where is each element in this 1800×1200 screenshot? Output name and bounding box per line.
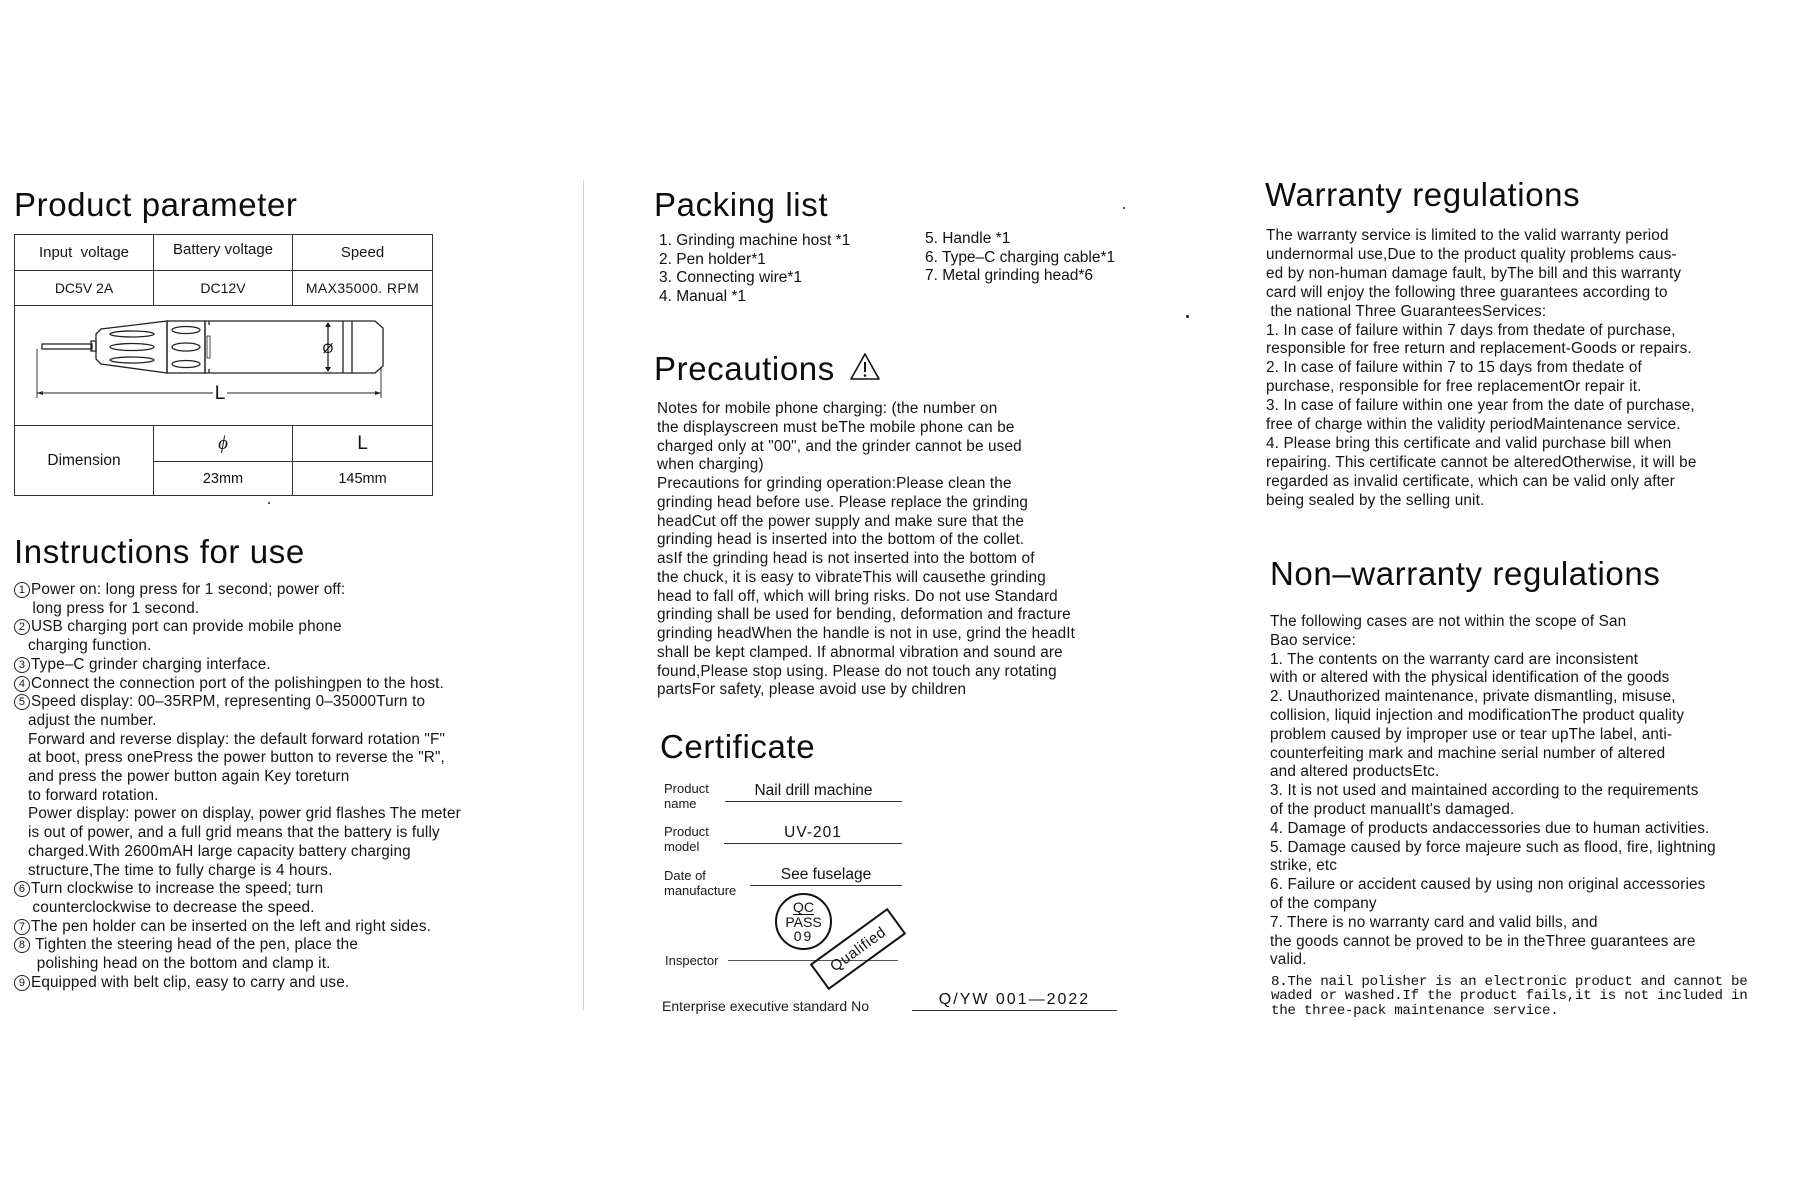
qc-stamp-top: QC	[793, 899, 814, 915]
instruction-text: Speed display: 00–35RPM, representing 0–35000Turn to	[31, 693, 426, 711]
non-warranty-title: Non–warranty regulations	[1270, 555, 1661, 592]
instruction-item	[14, 936, 461, 973]
scan-speck	[1186, 315, 1189, 318]
dimension-header-length: L	[293, 426, 432, 462]
step-number-icon: 6	[14, 881, 30, 897]
date-of-manufacture-value: See fuselage	[750, 866, 902, 886]
scan-speck	[1123, 207, 1125, 209]
instructions-list	[14, 581, 461, 992]
panel-divider-left	[583, 180, 584, 1010]
instruction-line: charging function.	[28, 637, 152, 655]
instruction-item	[14, 675, 461, 694]
instruction-item	[14, 581, 461, 618]
precautions-title-text: Precautions	[654, 350, 835, 387]
packing-list-right-column	[925, 230, 1115, 286]
instruction-line	[14, 675, 461, 694]
instruction-line: to forward rotation.	[28, 786, 159, 804]
param-header-row	[15, 235, 432, 271]
step-number-icon: 3	[14, 657, 30, 673]
packing-list-item: 3. Connecting wire*1	[659, 269, 803, 287]
instruction-item	[14, 974, 461, 993]
instruction-line: counterclockwise to decrease the speed.	[28, 898, 315, 916]
instruction-item	[14, 918, 461, 937]
instruction-line: charged.With 2600mAH large capacity battery charging	[28, 842, 411, 860]
instruction-line: is out of power, and a full grid means that the battery is fully	[28, 824, 440, 842]
instruction-item	[14, 693, 461, 880]
nail-drill-diagram-icon	[15, 306, 432, 426]
packing-list-item: 7. Metal grinding head*6	[925, 267, 1094, 285]
instruction-text: USB charging port can provide mobile phone	[31, 618, 342, 636]
param-value-battery-voltage: DC12V	[154, 271, 293, 305]
drill-diagram	[15, 306, 432, 426]
certificate-title: Certificate	[660, 728, 816, 765]
non-warranty-text: The following cases are not within the scope of San Bao service: 1. The contents on the warranty card are inconsistent with or altered with the physical identification of the goods 2. Unauthorized maintenance, private dismantling, misuse, collision, liquid injection and modificationThe product quality problem caused by improper use or tear upThe label, anti- counterfeiting mark and machine serial number of altered and altered productsEtc. 3. It is not used and maintained according to the requirements of the product manualIt's damaged. 4. Damage of products andaccessories due to human activities. 5. Damage caused by force majeure such as flood, fire, lightning strike, etc 6. Failure or accident caused by using non original accessories of the company 7. There is no warranty card and valid bills, and the goods cannot be proved to be in theThree guarantees are valid.	[1270, 613, 1716, 969]
instruction-line: Forward and reverse display: the default forward rotation "F"	[28, 730, 446, 748]
step-number-icon: 7	[14, 919, 30, 935]
instruction-line	[14, 581, 461, 600]
standard-label: Enterprise executive standard No	[662, 998, 869, 1014]
step-number-icon: 1	[14, 582, 30, 598]
drill-body	[205, 321, 383, 373]
packing-list-item: 1. Grinding machine host *1	[659, 232, 851, 249]
step-number-icon: 4	[14, 676, 30, 692]
packing-list-item: 4. Manual *1	[659, 287, 747, 305]
precautions-text: Notes for mobile phone charging: (the number on the displayscreen must beThe mobile phone can be charged only at "00", and the grinder cannot be used when charging) Precautions for grinding operation:Please clean the grinding head before use. Please replace the grinding headCut off the power supply and make sure that the grinding head is inserted into the bottom of the collet. asIf the grinding head is not inserted into the bottom of the chuck, it is easy to vibrateThis will causethe grinding head to fall off, which will bring risks. Do not use Standard grinding shall be used for bending, deformation and fracture grinding headWhen the handle is not in use, grind the headIt shall be kept clamped. If abnormal vibration and sound are found,Please stop using. Please do not touch any rotating partsFor safety, please avoid use by children	[657, 400, 1076, 699]
product-name-value: Nail drill machine	[725, 782, 902, 802]
param-value-speed: MAX35000. RPM	[305, 280, 420, 296]
drill-nose	[96, 321, 167, 373]
instruction-line: and press the power button again Key toreturn	[28, 768, 350, 786]
instructions-title: Instructions for use	[14, 533, 305, 570]
instruction-item	[14, 656, 461, 675]
param-header-battery-voltage: Battery voltage	[154, 235, 293, 270]
qc-stamp-bottom: 09	[793, 928, 814, 944]
param-header-speed: Speed	[340, 244, 385, 261]
warranty-title: Warranty regulations	[1265, 176, 1581, 213]
warning-triangle-icon	[849, 352, 881, 382]
instruction-item	[14, 618, 461, 655]
dimension-value-length: 145mm	[338, 470, 387, 487]
packing-list-left-column	[659, 232, 850, 306]
precautions-title	[654, 350, 881, 388]
param-value-row	[15, 271, 432, 306]
instruction-line	[14, 656, 461, 675]
product-parameter-title: Product parameter	[14, 186, 298, 223]
product-model-label: Product model	[664, 824, 709, 854]
inspector-label: Inspector	[665, 953, 719, 968]
instruction-line	[14, 618, 461, 637]
step-number-icon: 2	[14, 619, 30, 635]
instruction-line: adjust the number.	[28, 711, 157, 729]
instruction-line	[14, 936, 461, 955]
instruction-line	[14, 880, 461, 899]
instruction-line	[14, 974, 461, 993]
step-number-icon: 9	[14, 975, 30, 991]
instruction-line: at boot, press onePress the power button to reverse the "R",	[28, 749, 445, 767]
drill-shaft	[42, 344, 92, 349]
packing-list-item: 2. Pen holder*1	[659, 250, 766, 268]
instruction-text: Turn clockwise to increase the speed; turn	[31, 880, 324, 898]
packing-list-item: 5. Handle *1	[925, 230, 1011, 247]
param-header-input-voltage: Input voltage	[15, 235, 154, 270]
packing-list-title: Packing list	[654, 186, 829, 223]
length-symbol: L	[214, 383, 226, 404]
instruction-line: polishing head on the bottom and clamp it.	[28, 955, 331, 973]
dimension-value-diameter: 23mm	[154, 462, 293, 495]
warranty-text: The warranty service is limited to the valid warranty period undernormal use,Due to the product quality problems caus- ed by non-human damage fault, byThe bill and this warranty card will enjoy the following three guarantees according to the national Three GuaranteesServices: 1. In case of failure within 7 days from thedate of purchase, responsible for free return and replacement-Goods or repairs. 2. In case of failure within 7 to 15 days from thedate of purchase, responsible for free replacementOr repair it. 3. In case of failure within one year from the date of purchase, free of charge within the validity periodMaintenance service. 4. Please bring this certificate and valid purchase bill when repairing. This certificate cannot be alteredOtherwise, it will be regarded as invalid certificate, which can be valid only after being sealed by the selling unit.	[1266, 227, 1697, 509]
qc-stamp-middle: PASS	[785, 914, 822, 930]
instruction-text: Tighten the steering head of the pen, place the	[31, 936, 358, 954]
qualified-stamp: Qualified	[810, 908, 906, 990]
product-model-value: UV-201	[724, 824, 902, 844]
param-value-input-voltage: DC5V 2A	[15, 271, 154, 305]
non-warranty-note: 8.The nail polisher is an electronic product and cannot be waded or washed.If the product fails,it is not included in the three-pack maintenance service.	[1271, 974, 1748, 1019]
instruction-text: Connect the connection port of the polishingpen to the host.	[31, 674, 444, 692]
instruction-line: Power display: power on display, power grid flashes The meter	[28, 805, 461, 823]
instruction-line: structure,The time to fully charge is 4 hours.	[28, 861, 333, 879]
qc-pass-stamp	[775, 893, 832, 950]
instruction-line	[14, 693, 461, 712]
product-parameter-table	[14, 234, 433, 496]
packing-list-item: 6. Type–C charging cable*1	[925, 248, 1116, 266]
instruction-line: long press for 1 second.	[28, 599, 200, 617]
date-of-manufacture-label: Date of manufacture	[664, 868, 737, 898]
step-number-icon: 8	[14, 937, 30, 953]
instruction-item	[14, 880, 461, 917]
instruction-text: Power on: long press for 1 second; power off:	[31, 581, 346, 598]
instruction-text: The pen holder can be inserted on the left and right sides.	[31, 917, 432, 935]
instruction-text: Type–C grinder charging interface.	[31, 655, 271, 673]
dimension-label: Dimension	[15, 426, 154, 495]
diameter-symbol: Ø	[322, 340, 334, 356]
product-name-label: Product name	[664, 781, 709, 811]
standard-value: Q/YW 001—2022	[912, 991, 1117, 1011]
step-number-icon: 5	[14, 694, 30, 710]
dimension-header-diameter: ϕ	[154, 426, 293, 462]
instruction-line	[14, 918, 461, 937]
scan-speck	[268, 502, 270, 504]
instruction-text: Equipped with belt clip, easy to carry and use.	[31, 973, 350, 991]
